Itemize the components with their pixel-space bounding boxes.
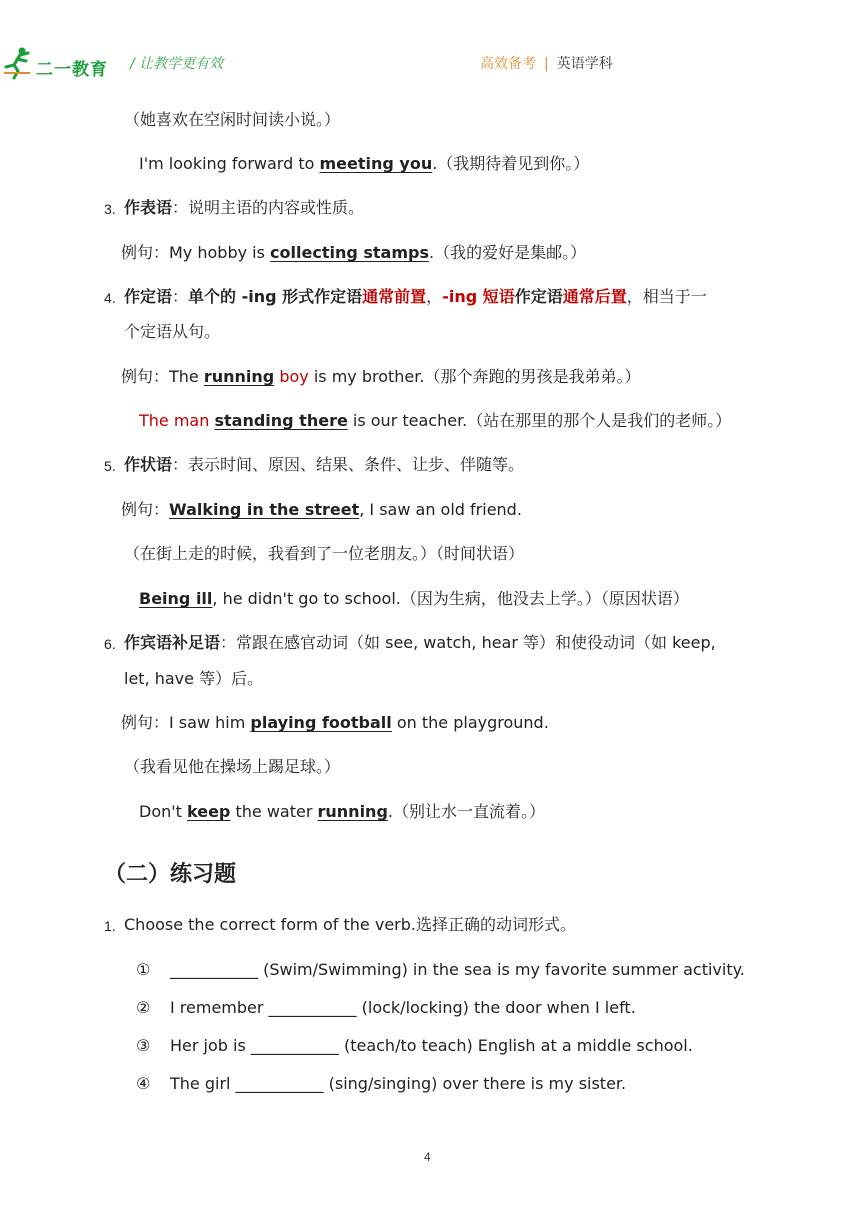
highlight: -ing 短语	[442, 287, 515, 306]
text: 例句：I saw him	[121, 713, 251, 732]
text: Don't	[139, 802, 188, 821]
item-complement-cont: let, have 等）后。	[124, 669, 264, 688]
text: .（我的爱好是集邮。）	[428, 243, 587, 262]
term: 作表语	[124, 198, 173, 217]
underlined-word: running	[317, 802, 388, 821]
example-sentence	[121, 366, 640, 388]
text: 作定语	[514, 287, 563, 306]
exercise-item: I remember ___________ (lock/locking) the door when I left.	[170, 998, 636, 1017]
item-number: 6.	[104, 636, 116, 652]
underlined-phrase: meeting you	[319, 154, 433, 173]
exercise-item: ___________ (Swim/Swimming) in the sea is my favorite summer activity.	[170, 960, 745, 979]
page-number: 4	[424, 1150, 431, 1164]
example-sentence	[139, 588, 689, 610]
text: I'm looking forward to	[139, 154, 320, 173]
example-translation: （在街上走的时候，我看到了一位老朋友。）（时间状语）	[124, 544, 525, 563]
header-separator: |	[544, 56, 549, 72]
underlined-phrase: Being ill	[139, 589, 213, 608]
item-attributive-cont: 个定语从句。	[124, 322, 221, 341]
text: ，相当于一	[626, 287, 707, 306]
question-number: 1.	[104, 918, 116, 934]
item-complement	[124, 632, 716, 654]
underlined-phrase: standing there	[214, 411, 348, 430]
item-number: 4.	[104, 290, 116, 306]
example-sentence	[121, 242, 586, 264]
question-instruction: Choose the correct form of the verb.选择正确的动词形式。	[124, 915, 576, 934]
item-marker: ①	[136, 960, 151, 979]
text: ，	[426, 287, 443, 306]
example-translation: （我看见他在操场上踢足球。）	[124, 757, 341, 776]
highlight: 通常后置	[562, 287, 627, 306]
text: 单个的 -ing 形式作定语	[188, 287, 363, 306]
description: ：说明主语的内容或性质。	[172, 198, 365, 217]
term: 作定语	[124, 287, 173, 306]
underlined-phrase: playing football	[250, 713, 392, 732]
text: 例句：	[121, 500, 170, 519]
text: the water	[230, 802, 318, 821]
example-sentence	[121, 499, 522, 521]
underlined-phrase: running	[203, 367, 275, 386]
text: 例句：The	[121, 367, 204, 386]
term: 作宾语补足语	[124, 633, 221, 652]
underlined-phrase: collecting stamps	[270, 243, 429, 262]
item-attributive	[124, 286, 707, 308]
subject-label: 英语学科	[556, 56, 613, 72]
text: .（我期待着见到你。）	[432, 154, 590, 173]
underlined-word: keep	[187, 802, 231, 821]
text: , I saw an old friend.	[359, 500, 522, 519]
text: ：	[172, 287, 189, 306]
item-number: 3.	[104, 201, 116, 217]
example-translation: （她喜欢在空闲时间读小说。）	[124, 110, 341, 129]
logo-text: 二一教育	[36, 60, 108, 80]
highlight: boy	[274, 367, 309, 386]
section-title: （二）练习题	[104, 862, 237, 887]
example-sentence	[121, 712, 549, 734]
running-man-icon	[0, 45, 36, 81]
header-subject	[480, 53, 613, 73]
item-number: 5.	[104, 458, 116, 474]
example-sentence	[139, 410, 731, 432]
item-marker: ④	[136, 1074, 151, 1093]
item-adverbial	[124, 454, 524, 476]
text: is my brother.（那个奔跑的男孩是我弟弟。）	[308, 367, 641, 386]
exercise-item: Her job is ___________ (teach/to teach) English at a middle school.	[170, 1036, 693, 1055]
item-marker: ②	[136, 998, 151, 1017]
highlight: The man	[139, 411, 215, 430]
logo	[0, 45, 110, 81]
example-sentence	[139, 153, 589, 175]
example-sentence	[139, 801, 545, 823]
highlight: 通常前置	[362, 287, 427, 306]
exercise-item: The girl ___________ (sing/singing) over there is my sister.	[170, 1074, 627, 1093]
item-marker: ③	[136, 1036, 151, 1055]
header-label: 高效备考	[480, 56, 536, 72]
description: ：表示时间、原因、结果、条件、让步、伴随等。	[172, 455, 525, 474]
underlined-phrase: Walking in the street	[169, 500, 360, 519]
text: on the playground.	[391, 713, 549, 732]
text: .（别让水一直流着。）	[387, 802, 545, 821]
text: is our teacher.（站在那里的那个人是我们的老师。）	[347, 411, 732, 430]
slogan: / 让教学更有效	[130, 56, 224, 72]
term: 作状语	[124, 455, 173, 474]
text: 例句：My hobby is	[121, 243, 271, 262]
description: ：常跟在感官动词（如 see, watch, hear 等）和使役动词（如 keep,	[220, 633, 716, 652]
page-header	[0, 40, 860, 84]
text: , he didn't go to school.（因为生病，他没去上学。）（原因状语）	[212, 589, 689, 608]
item-predicative	[124, 197, 364, 219]
